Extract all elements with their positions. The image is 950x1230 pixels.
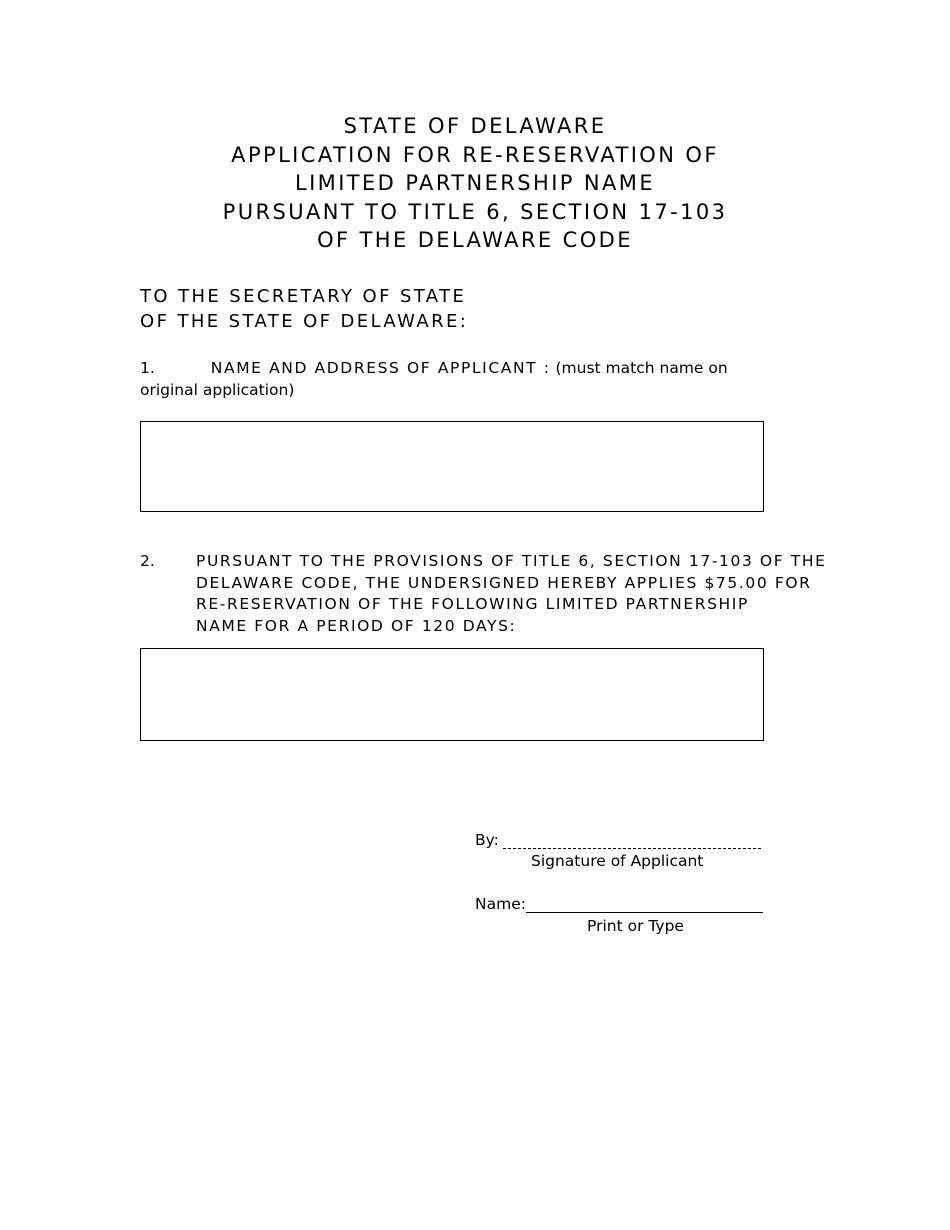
addressee-line-2: OF THE STATE OF DELAWARE:	[140, 311, 469, 332]
name-caption: Print or Type	[587, 917, 684, 935]
applicant-name-address-field[interactable]	[140, 421, 764, 512]
title-line-5: OF THE DELAWARE CODE	[317, 228, 633, 252]
title-line-4: PURSUANT TO TITLE 6, SECTION 17-103	[222, 199, 728, 224]
item-1-number: 1.	[140, 359, 155, 377]
title-line-3: LIMITED PARTNERSHIP NAME	[294, 171, 655, 195]
item-1-note: (must match name on original application)	[140, 359, 728, 399]
signature-line[interactable]	[503, 848, 761, 849]
name-label: Name:	[475, 895, 526, 913]
item-2-line-2: DELAWARE CODE, THE UNDERSIGNED HEREBY APPLIES $75.00 FOR	[196, 573, 812, 592]
item-1-heading: NAME AND ADDRESS OF APPLICANT :	[210, 359, 551, 377]
title-line-1: STATE OF DELAWARE	[343, 114, 607, 138]
item-2-line-3: RE-RESERVATION OF THE FOLLOWING LIMITED PARTNERSHIP	[196, 595, 749, 613]
item-2-number: 2.	[140, 552, 155, 570]
addressee-line-1: TO THE SECRETARY OF STATE	[140, 286, 467, 307]
item-2-line-1: PURSUANT TO THE PROVISIONS OF TITLE 6, SECTION 17-103 OF THE	[196, 552, 827, 570]
partnership-name-field[interactable]	[140, 648, 764, 741]
form-title	[0, 112, 950, 255]
title-line-2: APPLICATION FOR RE-RESERVATION OF	[231, 142, 719, 167]
name-line[interactable]	[526, 912, 763, 913]
item-2-line-4: NAME FOR A PERIOD OF 120 DAYS:	[196, 616, 517, 635]
signature-caption: Signature of Applicant	[531, 852, 704, 870]
by-label: By:	[475, 831, 499, 849]
addressee	[140, 284, 468, 334]
item-1-label	[140, 358, 790, 401]
item-2-label	[196, 551, 827, 637]
